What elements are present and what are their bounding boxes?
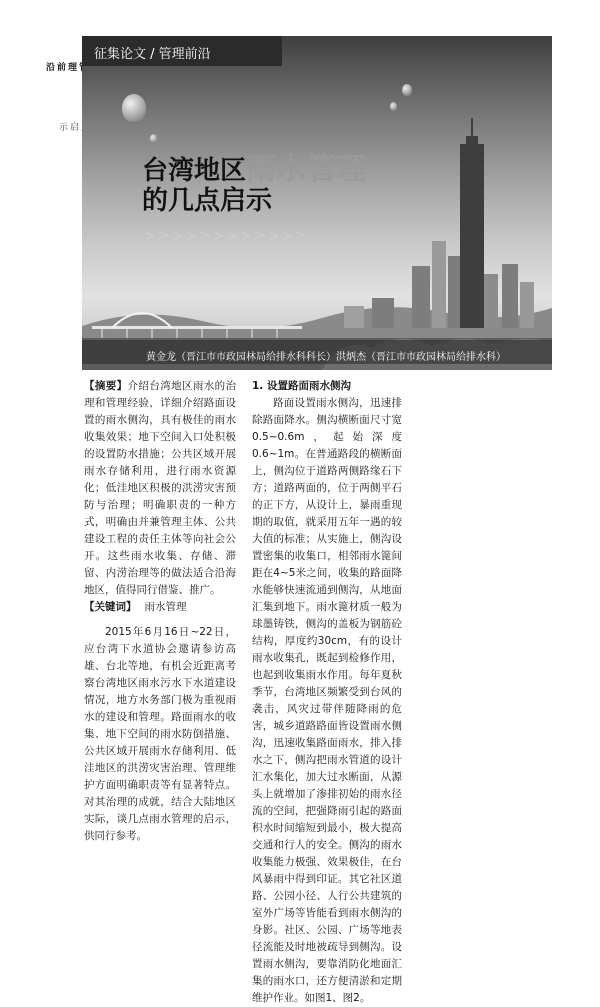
hero-image bbox=[82, 36, 552, 370]
text-column-2 bbox=[252, 378, 402, 1007]
author-caption: 黄金龙（晋江市市政园林局给排水科科长）洪炳杰（晋江市市政园林局给排水科） bbox=[146, 352, 506, 363]
sidebar-heading: 理前沿 bbox=[44, 62, 76, 72]
sidebar-subtitle: 启示 bbox=[57, 122, 78, 132]
abstract-label: 【摘要】 bbox=[84, 380, 128, 392]
category-tag bbox=[82, 36, 282, 66]
hot-air-balloon-icon bbox=[390, 102, 397, 111]
hot-air-balloon-icon bbox=[402, 84, 412, 96]
article-title-line2: 的几点启示 bbox=[142, 186, 273, 216]
hot-air-balloon-icon bbox=[150, 134, 157, 143]
buildings bbox=[344, 241, 534, 328]
keywords bbox=[84, 599, 236, 616]
abstract-text: 介绍台湾地区雨水的治理和管理经验，详细介绍路面设置的雨水侧沟，具有极佳的雨水收集效果；地下空间入口处积极的设置防水措施；公共区域开展雨水存储利用，进行雨水资源化；低洼地区积极的洪涝灾害预防与治理；明确职责的一种方式，明确由并兼管理主体、公共建设工程的责任主体等向社会公开。这些雨水收集、存储、滞留、内涝治理等的做法适合沿海地区，值得同行借鉴、推广。 bbox=[84, 380, 237, 596]
intro-paragraph: 2015年6月16日~22日，应台湾下水道协会邀请参访高雄、台北等地，有机会近距离考察台湾地区雨水污水下水道建设情况，地方水务部门极为重视雨水的建设和管理。路面雨水的收集、地下空间的雨水防倒措施、公共区域开展雨水存储利用、低洼地区的洪涝灾害治理、管理维护方面明确职责等有显著特点。对其治理的成就，结合大陆地区实际，谈几点雨水管理的启示，供同行参考。 bbox=[84, 626, 236, 842]
section-1-paragraph: 路面设置雨水侧沟，迅速排除路面降水。侧沟横断面尺寸宽0.5~0.6m，起始深度0.6~1m。在普通路段的横断面上，侧沟位于道路两侧路缘石下方；道路两面的，位于两侧平石的正下方，从设计上，暴雨重现期的取值，就采用五年一遇的较大值的标准；从实施上，侧沟设置密集的收集口，相邻雨水篦间距在4~5米之间，收集的路面降水能够快速流通到侧沟，从地面汇集到地下。雨水篦材质一般为球墨铸铁，侧沟的盖板为钢筋砼结构，厚度约30cm，有的设计雨水收集孔，既起到检修作用，也起到收集雨水作用。每年夏秋季节，台湾地区频繁受到台风的袭击，风灾过带伴随降雨的危害，城乡道路路面皆设置雨水侧沟，迅速收集路面雨水，排入排水之下，侧沟把雨水管道的设计汇水集化，加大过水断面，从源头上就增加了渗排初始的雨水径流的空间，把强降雨引起的路面积水时间缩短到最小，极大提高交通和行人的安全。侧沟的雨水收集能力极强、效果极佳，在台风暴雨中得到印证。其它社区道路、公园小径、人行公共建筑的室外广场等皆能看到雨水侧沟的身影。社区、公园、广场等地表径流能及时地被疏导到侧沟。设置雨水侧沟，要靠消防化地面汇集的雨水口，还方便清淤和定期维护作业。如图1、图2。 bbox=[252, 397, 402, 1004]
section-1-heading: 1. 设置路面雨水侧沟 bbox=[252, 380, 351, 392]
text-column-1 bbox=[84, 378, 236, 845]
title-plain: 台湾地区 bbox=[142, 156, 247, 186]
title-accent: 雨水管理 bbox=[246, 152, 367, 187]
keywords-label: 【关键词】 bbox=[84, 601, 137, 613]
hot-air-balloon-icon bbox=[122, 94, 146, 122]
tall-tower bbox=[460, 144, 484, 328]
decorative-chevrons: >>>>>>>>>>>> bbox=[144, 228, 309, 244]
bridge-deck bbox=[92, 326, 302, 329]
keywords-text: 雨水管理 bbox=[144, 601, 187, 613]
abstract bbox=[84, 378, 236, 599]
category-label: 征集论文 / 管理前沿 bbox=[94, 47, 211, 62]
